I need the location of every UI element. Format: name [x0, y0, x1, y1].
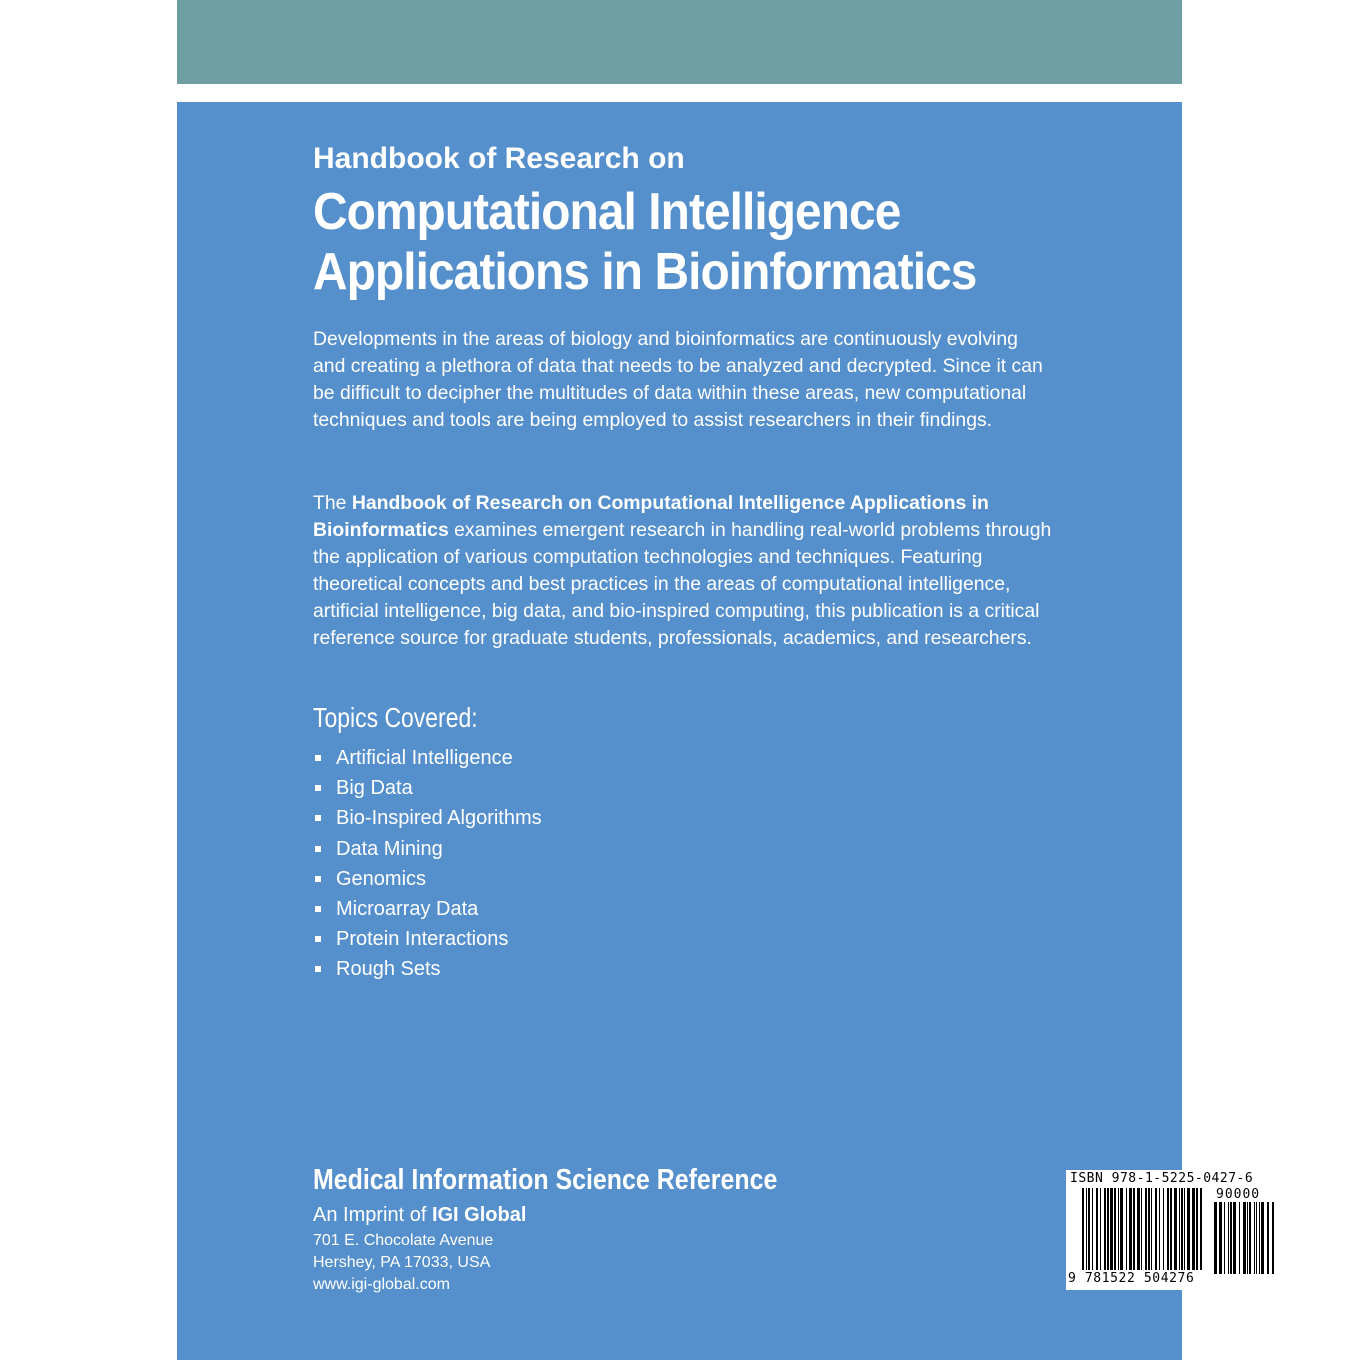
topic-item	[313, 957, 542, 987]
barcode-bar	[1272, 1202, 1274, 1274]
barcode-bar	[1086, 1188, 1087, 1270]
barcode-bar	[1118, 1188, 1119, 1270]
book-title-line-1: Computational Intelligence	[313, 183, 901, 241]
publisher-website: www.igi-global.com	[313, 1276, 450, 1293]
barcode-bar	[1256, 1202, 1257, 1274]
barcode-bar	[1233, 1202, 1236, 1274]
topic-label: Rough Sets	[336, 958, 441, 981]
topics-list	[313, 746, 542, 988]
barcode-bar	[1114, 1188, 1116, 1270]
topic-label: Data Mining	[336, 837, 443, 860]
barcode-bar	[1100, 1188, 1101, 1270]
barcode-bar	[1249, 1202, 1251, 1274]
barcode-bar	[1187, 1188, 1190, 1270]
barcode-bar	[1192, 1188, 1195, 1270]
barcode-bar	[1126, 1188, 1127, 1270]
square-bullet-icon	[315, 936, 321, 942]
topic-item	[313, 746, 542, 776]
barcode-bar	[1145, 1188, 1147, 1270]
barcode-bar	[1267, 1202, 1269, 1274]
square-bullet-icon	[315, 876, 321, 882]
topic-label: Big Data	[336, 777, 413, 800]
barcode-bar	[1148, 1188, 1150, 1270]
barcode-bar	[1092, 1188, 1093, 1270]
barcode-bar	[1133, 1188, 1135, 1270]
barcode-bar	[1243, 1202, 1246, 1274]
barcode-bar	[1163, 1188, 1164, 1270]
paragraph-2-rest: examines emergent research in handling real-world problems through the application of various computation technologies and techniques. Featuring theoretical concepts and best practices in the areas of computational intelligence, artificial intelligence, big data, and bio-inspired computing, this publication is a critical reference source for graduate students, professionals, academics, and researchers.	[313, 519, 1052, 649]
imprint-line	[313, 1204, 526, 1227]
square-bullet-icon	[315, 755, 321, 761]
isbn-number: ISBN 978-1-5225-0427-6	[1070, 1171, 1254, 1186]
paragraph-2-book-name: Handbook of Research on Computational Intelligence Applications in Bioinformatics	[313, 492, 989, 541]
paragraph-2-lead: The	[313, 492, 352, 514]
barcode-bar	[1247, 1202, 1248, 1274]
barcode-bar	[1179, 1188, 1180, 1270]
barcode-bar	[1224, 1202, 1225, 1274]
barcode-bar	[1082, 1188, 1084, 1270]
imprint-prefix: An Imprint of	[313, 1204, 432, 1226]
description-paragraph-1: Developments in the areas of biology and bioinformatics are continuously evolving and creating a plethora of data that needs to be analyzed and decrypted. Since it can be difficult to decipher the multitudes of data within these areas, new computational techniques and tools are being employed to assist researchers in their findings.	[313, 328, 1043, 431]
barcode-bar	[1170, 1188, 1172, 1270]
barcode-bar	[1214, 1202, 1217, 1274]
topic-label: Bio-Inspired Algorithms	[336, 807, 542, 830]
barcode-bar	[1230, 1202, 1232, 1274]
square-bullet-icon	[315, 785, 321, 791]
square-bullet-icon	[315, 846, 321, 852]
barcode-bar	[1096, 1188, 1098, 1270]
top-color-band	[177, 0, 1182, 84]
address-line-1: 701 E. Chocolate Avenue	[313, 1232, 494, 1249]
barcode-bar	[1167, 1188, 1169, 1270]
book-subtitle: Handbook of Research on	[313, 142, 685, 175]
description-paragraph-2	[313, 490, 1053, 652]
square-bullet-icon	[315, 966, 321, 972]
topic-item	[313, 897, 542, 927]
address-line-2: Hershey, PA 17033, USA	[313, 1254, 491, 1271]
book-title	[313, 182, 1012, 302]
topic-label: Artificial Intelligence	[336, 747, 513, 769]
barcode-bar	[1174, 1188, 1177, 1270]
publisher-name: IGI Global	[431, 1204, 527, 1226]
topic-label: Microarray Data	[336, 897, 479, 920]
topic-item	[313, 837, 542, 867]
topic-item	[313, 776, 542, 806]
barcode-bar	[1261, 1202, 1264, 1274]
barcode-bar	[1155, 1188, 1157, 1270]
barcode-bar	[1137, 1188, 1140, 1270]
barcode-bar	[1200, 1188, 1202, 1270]
barcode-bar	[1141, 1188, 1142, 1270]
barcode-bar	[1181, 1188, 1183, 1270]
barcode-bar	[1151, 1188, 1152, 1270]
barcode-bar	[1088, 1188, 1090, 1270]
barcode-bar	[1219, 1202, 1222, 1274]
barcode-bar	[1228, 1202, 1229, 1274]
barcode-bar	[1104, 1188, 1106, 1270]
barcode-bar	[1107, 1188, 1109, 1270]
square-bullet-icon	[315, 906, 321, 912]
barcode-bar	[1239, 1202, 1240, 1274]
barcode-bar	[1159, 1188, 1160, 1270]
topic-label: Protein Interactions	[336, 928, 509, 951]
topic-item	[313, 867, 542, 897]
topics-heading: Topics Covered:	[313, 702, 478, 733]
barcode-bar	[1184, 1188, 1185, 1270]
topic-item	[313, 806, 542, 836]
barcode-bar	[1110, 1188, 1113, 1270]
ean-digits: 9 781522 504276	[1068, 1271, 1195, 1286]
topic-item	[313, 927, 542, 957]
back-cover	[177, 102, 1261, 1360]
barcode-bar	[1120, 1188, 1123, 1270]
barcode-bar	[1196, 1188, 1198, 1270]
barcode-bar	[1129, 1188, 1132, 1270]
imprint-name: Medical Information Science Reference	[313, 1164, 778, 1196]
book-title-line-2: Applications in Bioinformatics	[313, 243, 977, 301]
barcode-box	[1066, 1170, 1278, 1290]
square-bullet-icon	[315, 815, 321, 821]
barcode-bar	[1259, 1202, 1260, 1274]
barcode-bar	[1254, 1202, 1255, 1274]
topic-label: Genomics	[336, 867, 427, 890]
price-code: 90000	[1216, 1187, 1261, 1202]
